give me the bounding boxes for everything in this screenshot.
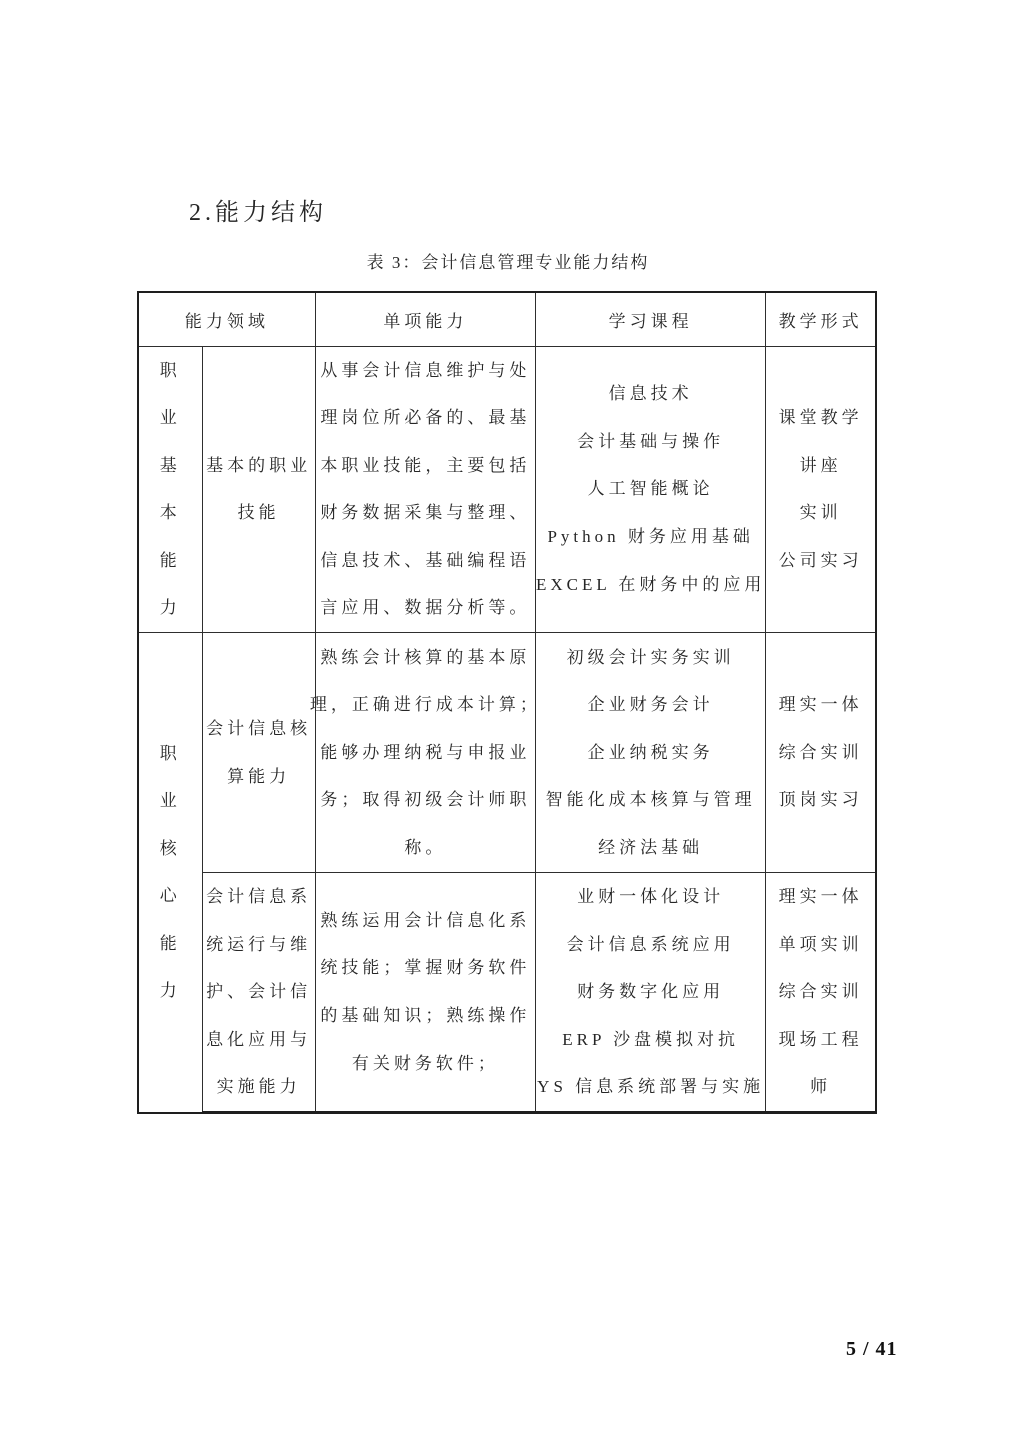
- section-heading: 2.能力结构: [189, 200, 327, 226]
- table-header-row: [138, 292, 876, 346]
- header-single-ability: 单项能力: [315, 292, 535, 346]
- table-caption: 表 3：会计信息管理专业能力结构: [366, 253, 650, 272]
- cell-forms-accounting: 理实一体 综合实训 顶岗实习: [766, 633, 876, 873]
- table-row-basic-ability: [138, 346, 876, 633]
- cell-domain-basic: 职 业 基 本 能 力: [138, 346, 202, 633]
- ability-structure-table: [137, 291, 877, 1114]
- cell-courses-systems: 业财一体化设计 会计信息系统应用 财务数字化应用 ERP 沙盘模拟对抗 YS 信息系统部署与实施: [536, 873, 766, 1113]
- cell-ability-accounting: 会计信息核 算能力: [202, 633, 315, 873]
- cell-courses-accounting: 初级会计实务实训 企业财务会计 企业纳税实务 智能化成本核算与管理 经济法基础: [536, 633, 766, 873]
- cell-description-basic: 从事会计信息维护与处 理岗位所必备的、最基 本职业技能，主要包括 财务数据采集与整理、 信息技术、基础编程语 言应用、数据分析等。: [315, 346, 535, 633]
- cell-description-accounting: 熟练会计核算的基本原 理，正确进行成本计算； 能够办理纳税与申报业 务；取得初级会计师职 称。: [315, 633, 535, 873]
- table-row-core-systems: [138, 873, 876, 1113]
- page-number: 5 / 41: [846, 1338, 898, 1360]
- cell-ability-basic: 基本的职业 技能: [202, 346, 315, 633]
- cell-forms-basic: 课堂教学 讲座 实训 公司实习: [766, 346, 876, 633]
- header-teaching-form: 教学形式: [766, 292, 876, 346]
- cell-domain-core: 职 业 核 心 能 力: [138, 633, 202, 1113]
- cell-ability-systems: 会计信息系 统运行与维 护、会计信 息化应用与 实施能力: [202, 873, 315, 1113]
- cell-description-systems: 熟练运用会计信息化系 统技能；掌握财务软件 的基础知识；熟练操作 有关财务软件；: [315, 873, 535, 1113]
- header-ability-domain: 能力领域: [138, 292, 315, 346]
- table-row-core-accounting: [138, 633, 876, 873]
- cell-forms-systems: 理实一体 单项实训 综合实训 现场工程 师: [766, 873, 876, 1113]
- cell-courses-basic: 信息技术 会计基础与操作 人工智能概论 Python 财务应用基础 EXCEL 在财务中的应用: [536, 346, 766, 633]
- header-learning-courses: 学习课程: [536, 292, 766, 346]
